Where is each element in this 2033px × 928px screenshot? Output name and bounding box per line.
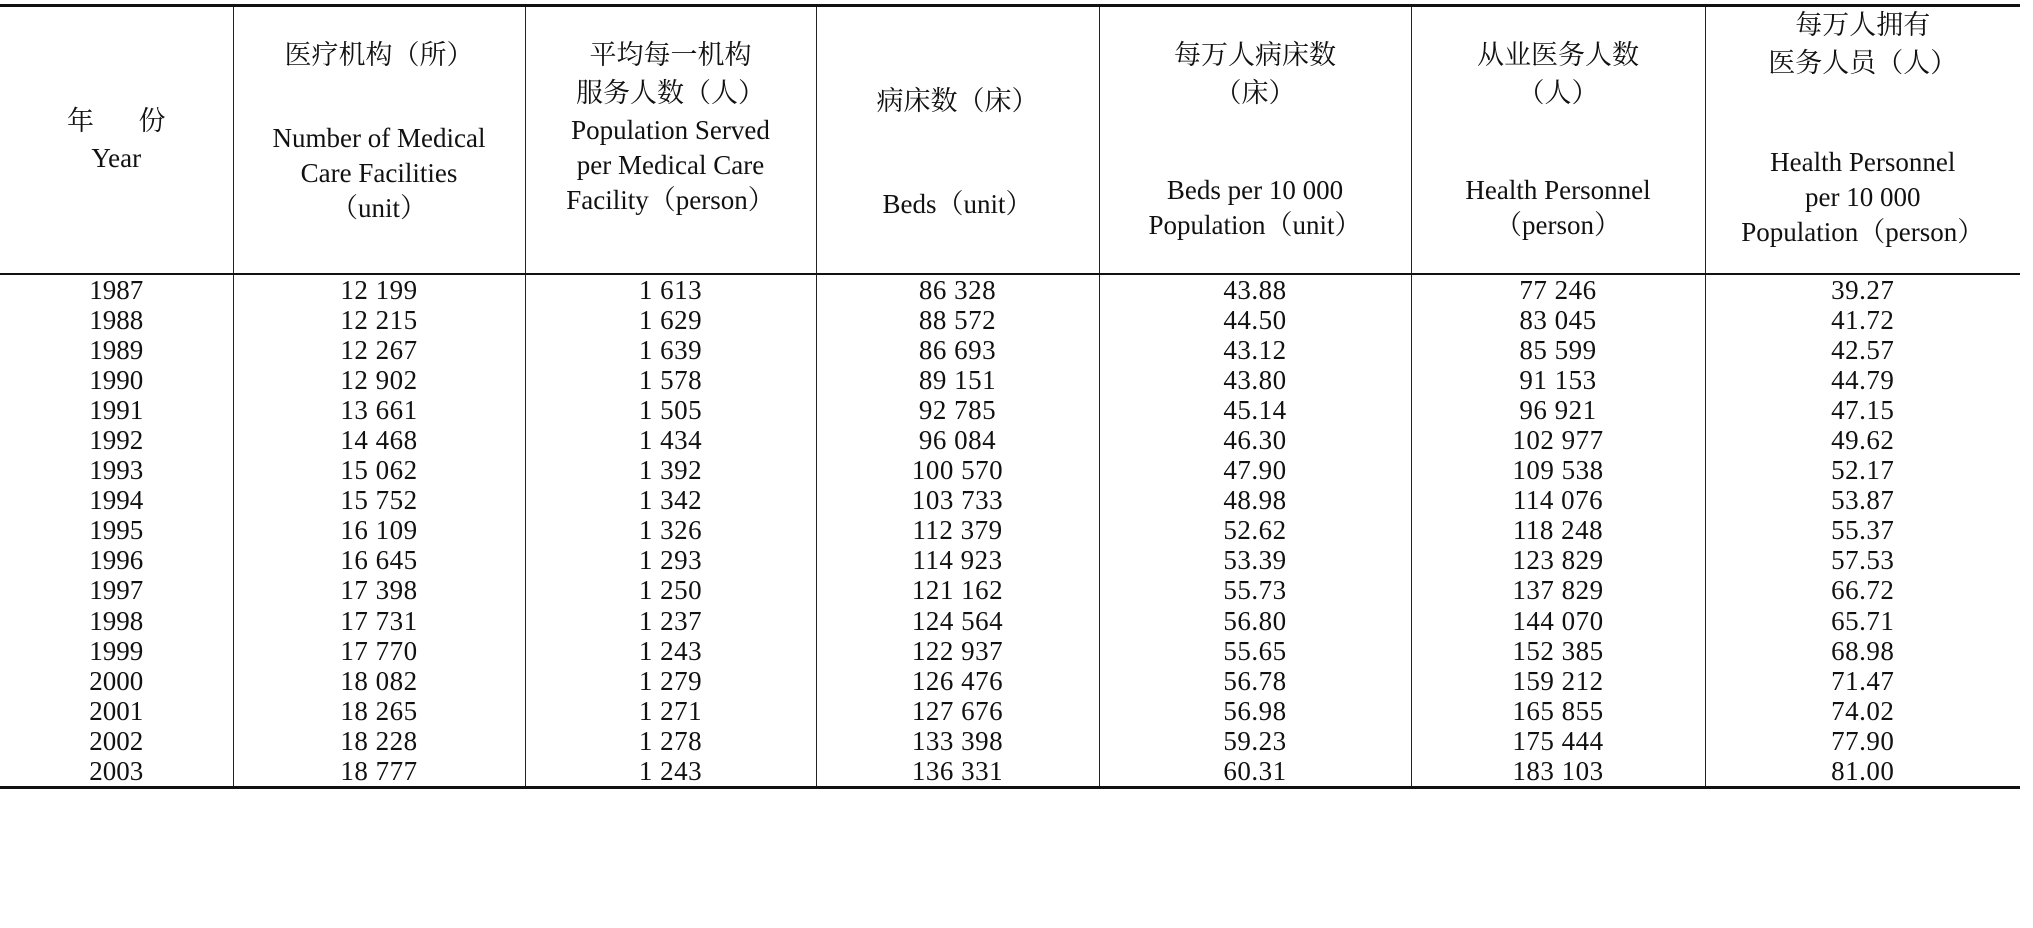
personnel-per-10000-cell: 53.87 xyxy=(1705,485,2020,515)
personnel-per-10000-cell: 81.00 xyxy=(1705,756,2020,788)
table-row xyxy=(0,666,2020,696)
beds-cell: 133 398 xyxy=(816,726,1099,756)
header-population-served-zh: 平均每一机构 服务人数（人） xyxy=(576,40,765,109)
table-header-row xyxy=(0,6,2020,274)
beds-per-10000-cell: 43.12 xyxy=(1099,335,1411,365)
facilities-cell: 12 267 xyxy=(233,335,525,365)
beds-cell: 103 733 xyxy=(816,485,1099,515)
header-population-served-en: Population Served per Medical Care Facility（person） xyxy=(566,115,775,215)
header-beds xyxy=(816,6,1099,274)
personnel-per-10000-cell: 74.02 xyxy=(1705,696,2020,726)
table-row xyxy=(0,575,2020,605)
beds-per-10000-cell: 45.14 xyxy=(1099,395,1411,425)
population-served-cell: 1 578 xyxy=(525,365,816,395)
population-served-cell: 1 278 xyxy=(525,726,816,756)
beds-per-10000-cell: 59.23 xyxy=(1099,726,1411,756)
table-row xyxy=(0,515,2020,545)
population-served-cell: 1 629 xyxy=(525,305,816,335)
year-cell: 1993 xyxy=(89,455,144,486)
beds-cell: 114 923 xyxy=(816,545,1099,575)
beds-per-10000-cell: 55.65 xyxy=(1099,636,1411,666)
table-row xyxy=(0,335,2020,365)
personnel-per-10000-cell: 41.72 xyxy=(1705,305,2020,335)
year-cell: 1988 xyxy=(89,304,144,335)
header-personnel-per-10000-en: Health Personnel per 10 000 Population（person） xyxy=(1741,147,1985,247)
header-facilities-zh: 医疗机构（所） xyxy=(284,40,474,71)
beds-cell: 121 162 xyxy=(816,575,1099,605)
header-beds-per-10000-zh: 每万人病床数 （床） xyxy=(1174,40,1336,109)
population-served-cell: 1 243 xyxy=(525,756,816,788)
population-served-cell: 1 505 xyxy=(525,395,816,425)
health-personnel-cell: 83 045 xyxy=(1411,305,1705,335)
personnel-per-10000-cell: 47.15 xyxy=(1705,395,2020,425)
year-cell: 1989 xyxy=(89,334,144,365)
beds-per-10000-cell: 55.73 xyxy=(1099,575,1411,605)
personnel-per-10000-cell: 71.47 xyxy=(1705,666,2020,696)
year-cell: 2002 xyxy=(89,725,144,756)
header-health-personnel-en: Health Personnel （person） xyxy=(1465,175,1651,240)
beds-cell: 88 572 xyxy=(816,305,1099,335)
facilities-cell: 17 770 xyxy=(233,636,525,666)
year-cell: 2003 xyxy=(0,756,233,788)
facilities-cell: 17 731 xyxy=(233,606,525,636)
table-row xyxy=(0,726,2020,756)
health-personnel-cell: 102 977 xyxy=(1411,425,1705,455)
beds-cell: 126 476 xyxy=(816,666,1099,696)
health-personnel-cell: 85 599 xyxy=(1411,335,1705,365)
facilities-cell: 16 109 xyxy=(233,515,525,545)
beds-cell: 112 379 xyxy=(816,515,1099,545)
facilities-cell: 17 398 xyxy=(233,575,525,605)
header-facilities xyxy=(233,6,525,274)
header-facilities-en: Number of Medical Care Facilities （unit） xyxy=(272,123,486,223)
personnel-per-10000-cell: 77.90 xyxy=(1705,726,2020,756)
header-beds-per-10000-en: Beds per 10 000 Population（unit） xyxy=(1148,175,1362,240)
beds-cell: 124 564 xyxy=(816,606,1099,636)
beds-cell: 89 151 xyxy=(816,365,1099,395)
facilities-cell: 12 199 xyxy=(233,274,525,305)
facilities-cell: 18 228 xyxy=(233,726,525,756)
beds-cell: 100 570 xyxy=(816,455,1099,485)
beds-per-10000-cell: 43.80 xyxy=(1099,365,1411,395)
facilities-cell: 15 062 xyxy=(233,455,525,485)
personnel-per-10000-cell: 49.62 xyxy=(1705,425,2020,455)
health-personnel-cell: 159 212 xyxy=(1411,666,1705,696)
table-row xyxy=(0,545,2020,575)
personnel-per-10000-cell: 57.53 xyxy=(1705,545,2020,575)
health-personnel-cell: 123 829 xyxy=(1411,545,1705,575)
health-personnel-cell: 183 103 xyxy=(1411,756,1705,788)
facilities-cell: 18 777 xyxy=(233,756,525,788)
beds-per-10000-cell: 47.90 xyxy=(1099,455,1411,485)
header-health-personnel-zh: 从业医务人数 （人） xyxy=(1477,40,1639,109)
beds-per-10000-cell: 46.30 xyxy=(1099,425,1411,455)
table-row xyxy=(0,756,2020,788)
health-personnel-cell: 137 829 xyxy=(1411,575,1705,605)
facilities-cell: 18 082 xyxy=(233,666,525,696)
population-served-cell: 1 271 xyxy=(525,696,816,726)
personnel-per-10000-cell: 65.71 xyxy=(1705,606,2020,636)
header-year xyxy=(0,6,233,274)
table-row xyxy=(0,395,2020,425)
year-cell: 1998 xyxy=(89,605,144,636)
beds-cell: 86 328 xyxy=(816,274,1099,305)
table-row xyxy=(0,606,2020,636)
year-cell: 1995 xyxy=(89,515,144,546)
personnel-per-10000-cell: 68.98 xyxy=(1705,636,2020,666)
facilities-cell: 18 265 xyxy=(233,696,525,726)
personnel-per-10000-cell: 44.79 xyxy=(1705,365,2020,395)
table-body xyxy=(0,274,2020,788)
beds-per-10000-cell: 52.62 xyxy=(1099,515,1411,545)
facilities-cell: 13 661 xyxy=(233,395,525,425)
facilities-cell: 12 215 xyxy=(233,305,525,335)
table-row xyxy=(0,696,2020,726)
table-row xyxy=(0,365,2020,395)
table-row xyxy=(0,485,2020,515)
health-personnel-cell: 77 246 xyxy=(1411,274,1705,305)
table-row xyxy=(0,305,2020,335)
health-personnel-cell: 96 921 xyxy=(1411,395,1705,425)
health-personnel-cell: 109 538 xyxy=(1411,455,1705,485)
beds-per-10000-cell: 56.98 xyxy=(1099,696,1411,726)
personnel-per-10000-cell: 52.17 xyxy=(1705,455,2020,485)
health-personnel-cell: 175 444 xyxy=(1411,726,1705,756)
header-population-served xyxy=(525,6,816,274)
beds-per-10000-cell: 43.88 xyxy=(1099,274,1411,305)
personnel-per-10000-cell: 39.27 xyxy=(1705,274,2020,305)
table-row xyxy=(0,274,2020,305)
table-row xyxy=(0,455,2020,485)
facilities-cell: 16 645 xyxy=(233,545,525,575)
population-served-cell: 1 434 xyxy=(525,425,816,455)
year-cell: 1987 xyxy=(89,274,144,305)
header-beds-per-10000 xyxy=(1099,6,1411,274)
year-cell: 1996 xyxy=(89,545,144,576)
table-row xyxy=(0,425,2020,455)
health-personnel-cell: 152 385 xyxy=(1411,636,1705,666)
population-served-cell: 1 237 xyxy=(525,606,816,636)
beds-per-10000-cell: 60.31 xyxy=(1099,756,1411,788)
personnel-per-10000-cell: 55.37 xyxy=(1705,515,2020,545)
health-personnel-cell: 144 070 xyxy=(1411,606,1705,636)
personnel-per-10000-cell: 66.72 xyxy=(1705,575,2020,605)
health-statistics-table xyxy=(0,4,2020,789)
header-health-personnel xyxy=(1411,6,1705,274)
health-personnel-cell: 91 153 xyxy=(1411,365,1705,395)
year-cell: 1991 xyxy=(89,394,144,425)
header-year-en: Year xyxy=(91,143,142,173)
beds-per-10000-cell: 48.98 xyxy=(1099,485,1411,515)
beds-per-10000-cell: 56.80 xyxy=(1099,606,1411,636)
beds-cell: 96 084 xyxy=(816,425,1099,455)
table-row xyxy=(0,636,2020,666)
health-personnel-cell: 165 855 xyxy=(1411,696,1705,726)
beds-per-10000-cell: 44.50 xyxy=(1099,305,1411,335)
population-served-cell: 1 293 xyxy=(525,545,816,575)
year-cell: 1997 xyxy=(89,575,144,606)
year-cell: 1992 xyxy=(89,425,144,456)
year-cell: 1990 xyxy=(89,364,144,395)
population-served-cell: 1 639 xyxy=(525,335,816,365)
population-served-cell: 1 279 xyxy=(525,666,816,696)
year-cell: 1999 xyxy=(89,635,144,666)
header-beds-zh: 病床数（床） xyxy=(876,86,1039,117)
header-year-zh: 年 份 xyxy=(66,106,184,137)
beds-cell: 136 331 xyxy=(816,756,1099,788)
personnel-per-10000-cell: 42.57 xyxy=(1705,335,2020,365)
beds-cell: 86 693 xyxy=(816,335,1099,365)
health-personnel-cell: 114 076 xyxy=(1411,485,1705,515)
population-served-cell: 1 342 xyxy=(525,485,816,515)
facilities-cell: 12 902 xyxy=(233,365,525,395)
beds-per-10000-cell: 53.39 xyxy=(1099,545,1411,575)
population-served-cell: 1 326 xyxy=(525,515,816,545)
beds-cell: 92 785 xyxy=(816,395,1099,425)
header-beds-en: Beds（unit） xyxy=(882,189,1033,219)
year-cell: 1994 xyxy=(89,485,144,516)
population-served-cell: 1 243 xyxy=(525,636,816,666)
facilities-cell: 14 468 xyxy=(233,425,525,455)
beds-cell: 127 676 xyxy=(816,696,1099,726)
population-served-cell: 1 250 xyxy=(525,575,816,605)
header-personnel-per-10000-zh: 每万人拥有 医务人员（人） xyxy=(1768,10,1958,79)
header-personnel-per-10000 xyxy=(1705,6,2020,274)
year-cell: 2000 xyxy=(89,665,144,696)
facilities-cell: 15 752 xyxy=(233,485,525,515)
population-served-cell: 1 613 xyxy=(525,274,816,305)
beds-cell: 122 937 xyxy=(816,636,1099,666)
year-cell: 2001 xyxy=(89,695,144,726)
health-personnel-cell: 118 248 xyxy=(1411,515,1705,545)
beds-per-10000-cell: 56.78 xyxy=(1099,666,1411,696)
population-served-cell: 1 392 xyxy=(525,455,816,485)
